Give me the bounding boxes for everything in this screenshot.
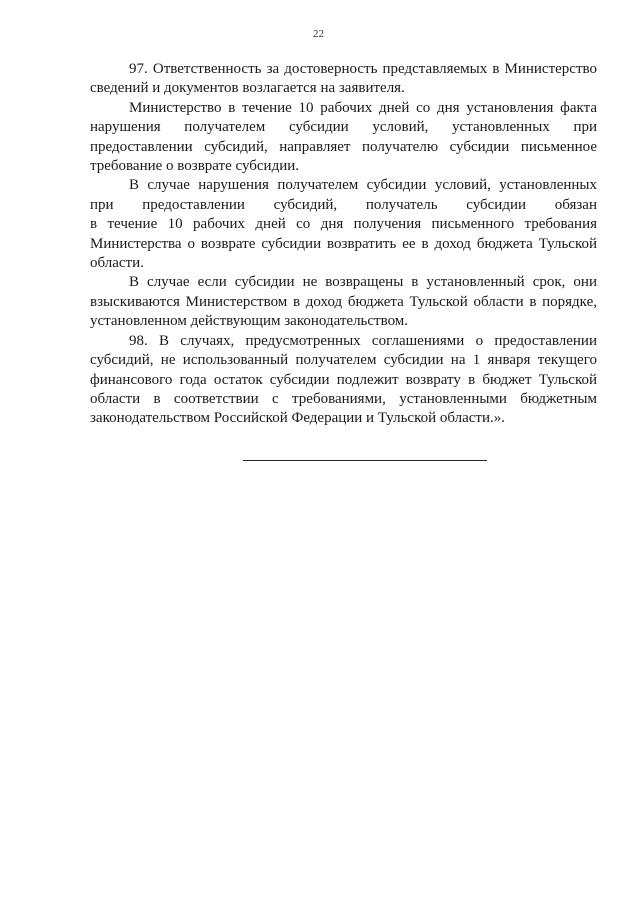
paragraph-98	[90, 332, 597, 429]
text-line: требование о возврате субсидии.	[90, 158, 300, 175]
text-line: взыскиваются Министерством в доход бюджета Тульской области в порядке,	[90, 293, 597, 310]
text-line: финансового года остаток субсидии подлежит возврату в бюджет Тульской	[90, 371, 597, 388]
paragraph-recovery	[90, 273, 597, 331]
text-line: Министерства о возврате субсидии возвратить ее в доход бюджета Тульской	[90, 235, 597, 252]
closing-divider-line	[243, 460, 487, 461]
paragraph-violation-requirement	[90, 99, 597, 177]
text-line: В случае если субсидии не возвращены в установленный срок, они	[129, 274, 597, 291]
text-line: области.	[90, 255, 144, 272]
text-line: сведений и документов возлагается на заявителя.	[90, 80, 405, 97]
text-line: Министерство в течение 10 рабочих дней со дня установления факта	[129, 99, 597, 116]
text-line: 97. Ответственность за достоверность представляемых в Министерство	[129, 61, 597, 77]
text-line: 98. В случаях, предусмотренных соглашениями о предоставлении	[129, 332, 597, 349]
text-line: предоставлении субсидий, направляет получателю субсидии письменное	[90, 138, 597, 155]
text-line: субсидий, не использованный получателем субсидии на 1 января текущего	[90, 352, 597, 369]
page-number: 22	[313, 28, 324, 40]
text-line: установленном действующим законодательством.	[90, 313, 409, 330]
text-line: нарушения получателем субсидии условий, установленных при	[90, 119, 597, 136]
text-line: законодательством Российской Федерации и Тульской области.».	[90, 410, 506, 427]
text-line: при предоставлении субсидий, получатель субсидии обязан	[90, 196, 597, 213]
text-line: В случае нарушения получателем субсидии условий, установленных	[129, 177, 597, 194]
text-line: области в соответствии с требованиями, установленными бюджетным	[90, 390, 597, 407]
paragraph-return-obligation	[90, 176, 597, 273]
text-line: в течение 10 рабочих дней со дня получения письменного требования	[90, 216, 597, 233]
paragraph-97	[90, 60, 597, 99]
document-body	[90, 60, 597, 429]
